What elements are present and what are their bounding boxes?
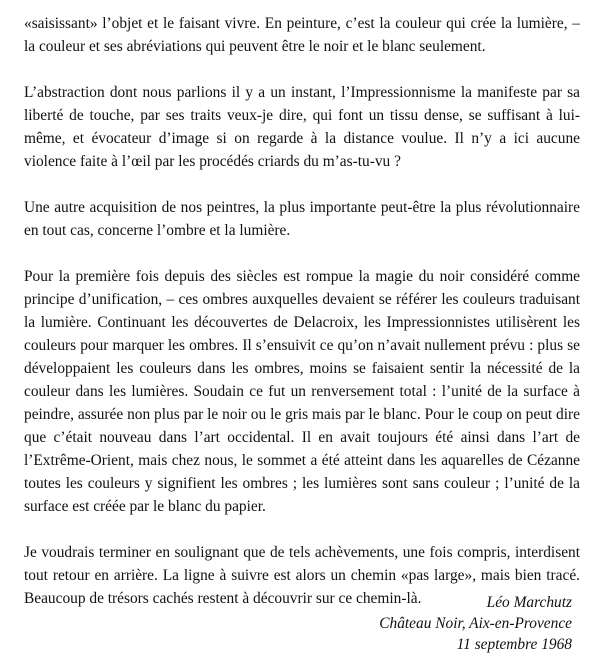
paragraph-3: Une autre acquisition de nos peintres, la plus importante peut-être la plus révolutionnaire en tout cas, concerne l’ombre et la lumière. — [24, 199, 580, 239]
signature-block — [379, 592, 572, 655]
document-body — [24, 12, 580, 633]
paragraph-2: L’abstraction dont nous parlions il y a un instant, l’Impressionnisme la manifeste par sa liberté de touche, par ses traits veux-je dire, qui font un tissu dense, se suffisant à lui-même, et évocateur d’image si on regarde à la distance voulue. Il n’y a ici aucune violence faite à l’œil par les procédés criards du m’as-tu-vu ? — [24, 84, 580, 170]
signature-place: Château Noir, Aix-en-Provence — [379, 615, 572, 632]
signature-author: Léo Marchutz — [486, 594, 572, 611]
signature-date: 11 septembre 1968 — [456, 636, 572, 653]
paragraph-1: «saisissant» l’objet et le faisant vivre. En peinture, c’est la couleur qui crée la lumière, – la couleur et ses abréviations qui peuvent être le noir et le blanc seulement. — [24, 15, 580, 55]
paragraph-5: Je voudrais terminer en soulignant que de tels achèvements, une fois compris, interdisent tout retour en arrière. La ligne à suivre est alors un chemin «pas large», mais bien tracé. Beaucoup de trésors cachés restent à découvrir sur ce chemin-là. — [24, 544, 580, 607]
paragraph-4: Pour la première fois depuis des siècles est rompue la magie du noir considéré comme principe d’unification, – ces ombres auxquelles devaient se référer les couleurs traduisant la lumière. Continuant les découvertes de Delacroix, les Impressionnistes utilisèrent les couleurs pour marquer les ombres. Il s’ensuivit ce qu’on n’avait nullement prévu : plus se développaient les couleurs dans les ombres, moins se faisaient sentir la nécessité de la couleur dans les lumières. Soudain ce fut un renversement total : l’unité de la surface à peindre, assurée non plus par le noir ou le gris mais par le blanc. Pour le coup on peut dire que c’était nouveau dans l’art occidental. Il en avait toujours été ainsi dans l’art de l’Extrême-Orient, mais chez nous, le sommet a été atteint dans les aquarelles de Cézanne toutes les couleurs y signifient les ombres ; les lumières sont sans couleur ; l’unité de la surface est créée par le blanc du papier. — [24, 268, 580, 515]
